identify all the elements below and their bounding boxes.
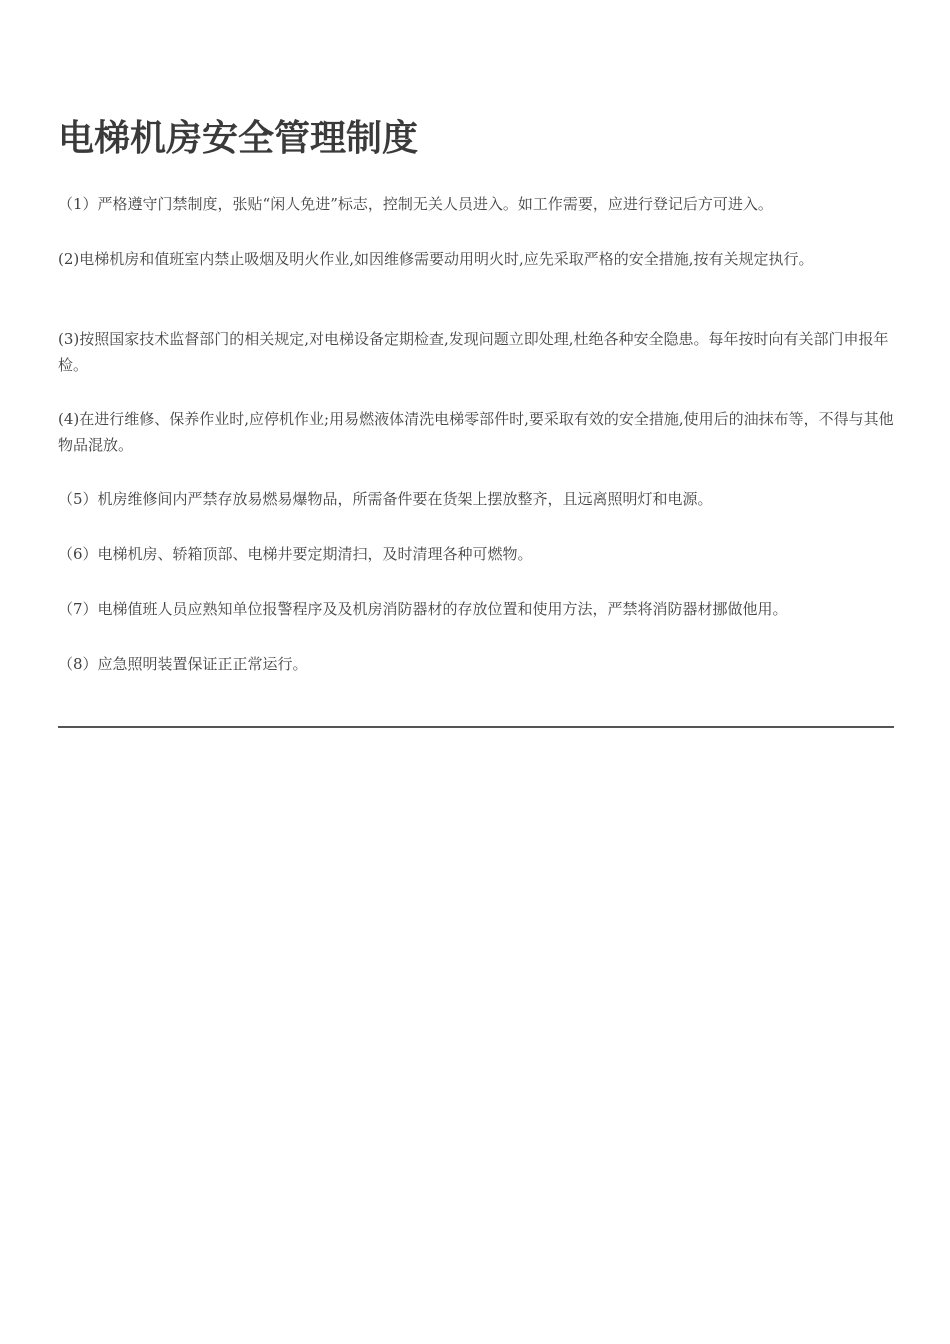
paragraph-4: (4)在进行维修、保养作业时,应停机作业;用易燃液体清洗电梯零部件时,要采取有效的安全措施,使用后的油抹布等，不得与其他物品混放。	[58, 410, 894, 454]
document-title: 电梯机房安全管理制度	[58, 118, 419, 159]
section-divider	[58, 726, 894, 728]
paragraph-7: （7）电梯值班人员应熟知单位报警程序及及机房消防器材的存放位置和使用方法，严禁将消防器材挪做他用。	[58, 600, 788, 618]
paragraph-6: （6）电梯机房、轿箱顶部、电梯井要定期清扫，及时清理各种可燃物。	[58, 545, 533, 563]
paragraph-1: （1）严格遵守门禁制度，张贴“闲人免进”标志，控制无关人员进入。如工作需要，应进行登记后方可进入。	[58, 195, 773, 213]
paragraph-5: （5）机房维修间内严禁存放易燃易爆物品，所需备件要在货架上摆放整齐，且远离照明灯和电源。	[58, 490, 713, 508]
paragraph-3: (3)按照国家技术监督部门的相关规定,对电梯设备定期检查,发现问题立即处理,杜绝各种安全隐患。每年按时向有关部门申报年检。	[58, 330, 889, 374]
paragraph-8: （8）应急照明装置保证正正常运行。	[58, 655, 308, 673]
paragraph-2: (2)电梯机房和值班室内禁止吸烟及明火作业,如因维修需要动用明火时,应先采取严格的安全措施,按有关规定执行。	[58, 250, 814, 268]
